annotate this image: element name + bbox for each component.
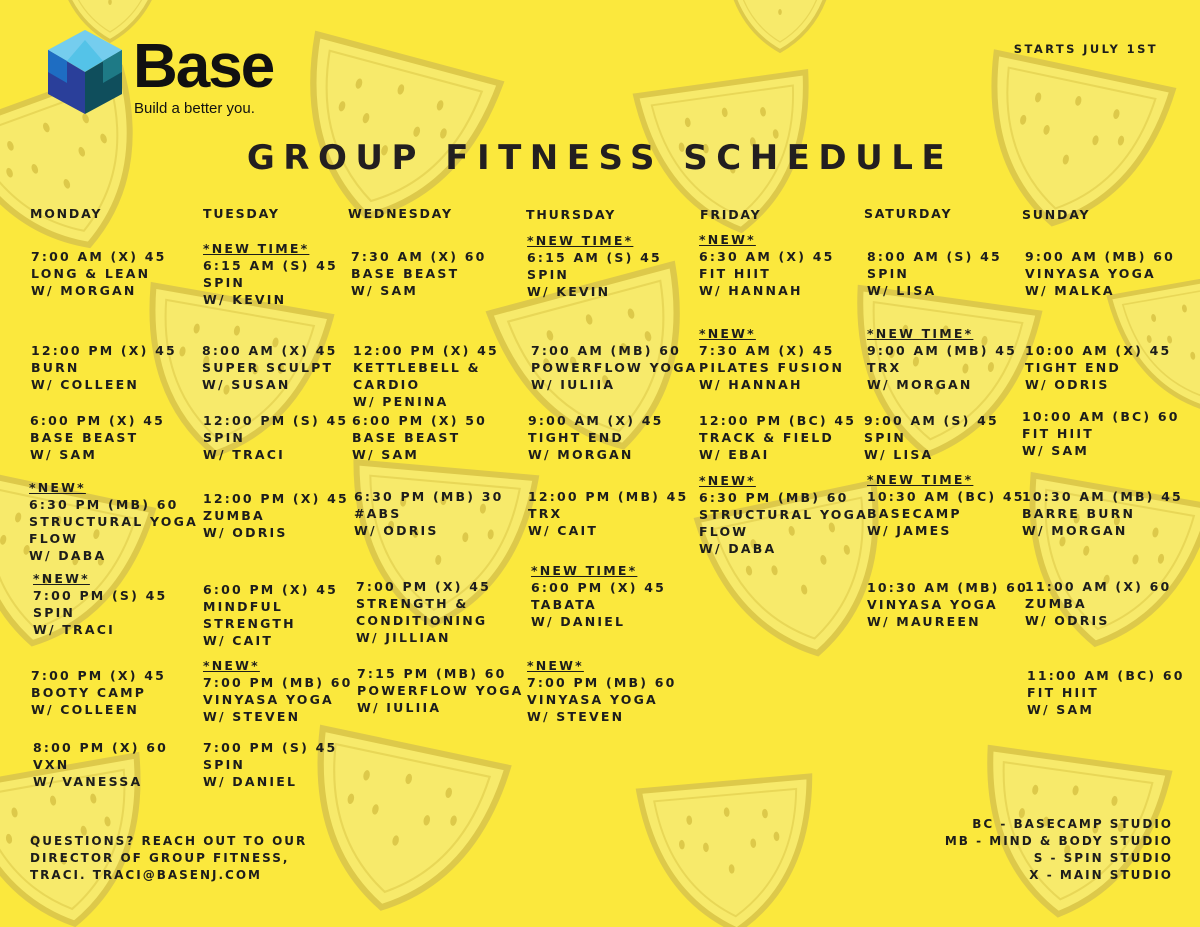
class-name: VINYASA YOGA xyxy=(203,692,334,707)
new-badge: *NEW* xyxy=(699,326,756,341)
legend-item: MB - MIND & BODY STUDIO xyxy=(944,834,1173,848)
class-entry xyxy=(357,665,524,716)
class-time: 6:00 PM (X) 45 xyxy=(203,582,339,597)
class-time: 10:30 AM (BC) 45 xyxy=(867,489,1025,504)
brand-name: Base xyxy=(133,32,274,101)
class-instructor: W/ ODRIS xyxy=(203,525,288,540)
class-entry xyxy=(202,342,338,393)
class-name: VINYASA YOGA xyxy=(867,597,998,612)
class-name: TIGHT END xyxy=(528,430,624,445)
class-entry xyxy=(531,562,666,630)
contact-info xyxy=(30,833,307,884)
class-instructor: W/ SAM xyxy=(1027,702,1095,717)
class-time: 7:00 PM (MB) 60 xyxy=(527,675,677,690)
class-entry xyxy=(203,581,338,649)
class-time: 9:00 AM (X) 45 xyxy=(528,413,664,428)
class-name: BOOTY CAMP xyxy=(31,685,147,700)
class-time: 10:30 AM (MB) 45 xyxy=(1022,489,1183,504)
class-time: 7:00 AM (MB) 60 xyxy=(531,343,682,358)
new-time-badge: *NEW TIME* xyxy=(527,233,634,248)
class-entry xyxy=(1025,578,1171,629)
class-time: 7:00 PM (S) 45 xyxy=(33,588,168,603)
day-header-thursday: THURSDAY xyxy=(526,207,617,222)
class-time: 6:30 AM (X) 45 xyxy=(699,249,835,264)
class-name: BARRE BURN xyxy=(1022,506,1136,521)
class-instructor: W/ SUSAN xyxy=(202,377,291,392)
class-time: 11:00 AM (X) 60 xyxy=(1025,579,1172,594)
class-entry xyxy=(203,412,348,463)
class-entry xyxy=(528,488,688,539)
new-badge: *NEW* xyxy=(33,571,90,586)
class-name: STRUCTURAL YOGA xyxy=(29,514,198,529)
class-name: SPIN xyxy=(864,430,907,445)
legend-item: X - MAIN STUDIO xyxy=(1029,868,1173,882)
watermelon-slice-icon xyxy=(726,0,834,51)
class-instructor: W/ SAM xyxy=(30,447,98,462)
class-name: FIT HIIT xyxy=(699,266,771,281)
class-time: 7:00 AM (X) 45 xyxy=(31,249,167,264)
day-header-wednesday: WEDNESDAY xyxy=(348,206,453,221)
class-time: 10:00 AM (BC) 60 xyxy=(1022,409,1180,424)
class-name: FIT HIIT xyxy=(1027,685,1099,700)
class-instructor: W/ EBAI xyxy=(699,447,770,462)
class-entry xyxy=(354,488,504,539)
class-instructor: W/ KEVIN xyxy=(527,284,611,299)
class-time: 6:15 AM (S) 45 xyxy=(527,250,662,265)
day-header-sunday: SUNDAY xyxy=(1022,207,1091,222)
class-instructor: W/ DABA xyxy=(29,548,107,563)
class-name: ZUMBA xyxy=(1025,596,1087,611)
class-entry xyxy=(203,490,349,541)
class-instructor: W/ JILLIAN xyxy=(356,630,451,645)
class-entry xyxy=(29,479,198,564)
class-name: STRENGTH xyxy=(203,616,296,631)
class-entry xyxy=(1027,667,1185,718)
class-name: POWERFLOW YOGA xyxy=(357,683,524,698)
new-badge: *NEW* xyxy=(203,658,260,673)
class-instructor: W/ MORGAN xyxy=(867,377,973,392)
class-time: 12:00 PM (X) 45 xyxy=(353,343,499,358)
class-entry xyxy=(31,342,177,393)
class-time: 8:00 AM (X) 45 xyxy=(202,343,338,358)
class-time: 12:00 PM (BC) 45 xyxy=(699,413,857,428)
class-entry xyxy=(699,325,844,393)
class-entry xyxy=(699,472,868,557)
class-name: STRENGTH & xyxy=(356,596,469,611)
class-time: 12:00 PM (X) 45 xyxy=(31,343,177,358)
class-instructor: W/ ODRIS xyxy=(1025,377,1110,392)
class-name: BASECAMP xyxy=(867,506,962,521)
class-name: SPIN xyxy=(203,275,246,290)
class-entry xyxy=(1022,408,1180,459)
class-entry xyxy=(699,231,835,299)
class-name: SPIN xyxy=(203,757,246,772)
legend-item: S - SPIN STUDIO xyxy=(1033,851,1173,865)
class-time: 6:15 AM (S) 45 xyxy=(203,258,338,273)
class-name: BASE BEAST xyxy=(351,266,460,281)
class-instructor: W/ SAM xyxy=(351,283,419,298)
class-time: 12:00 PM (MB) 45 xyxy=(528,489,689,504)
class-time: 7:30 AM (X) 45 xyxy=(699,343,835,358)
class-instructor: W/ HANNAH xyxy=(699,283,803,298)
class-name: POWERFLOW YOGA xyxy=(531,360,698,375)
class-name: BASE BEAST xyxy=(30,430,139,445)
class-entry xyxy=(31,248,167,299)
class-instructor: W/ ODRIS xyxy=(354,523,439,538)
class-instructor: W/ COLLEEN xyxy=(31,377,139,392)
class-name: KETTLEBELL & xyxy=(353,360,481,375)
class-time: 7:15 PM (MB) 60 xyxy=(357,666,507,681)
class-time: 12:00 PM (X) 45 xyxy=(203,491,349,506)
class-instructor: W/ LISA xyxy=(864,447,934,462)
class-entry xyxy=(864,412,999,463)
class-time: 7:00 PM (X) 45 xyxy=(31,668,167,683)
class-name: STRUCTURAL YOGA xyxy=(699,507,868,522)
class-instructor: W/ JAMES xyxy=(867,523,952,538)
class-entry xyxy=(527,232,662,300)
class-name: SPIN xyxy=(203,430,246,445)
class-name: TRX xyxy=(528,506,563,521)
class-instructor: W/ CAIT xyxy=(528,523,599,538)
brand-tagline: Build a better you. xyxy=(134,100,255,117)
class-name: VINYASA YOGA xyxy=(1025,266,1156,281)
new-badge: *NEW* xyxy=(527,658,584,673)
class-name: SPIN xyxy=(527,267,570,282)
class-name: FLOW xyxy=(699,524,749,539)
class-instructor: W/ TRACI xyxy=(33,622,115,637)
class-entry xyxy=(353,342,499,410)
class-instructor: W/ MORGAN xyxy=(528,447,634,462)
class-instructor: W/ VANESSA xyxy=(33,774,143,789)
class-entry xyxy=(30,412,165,463)
class-time: 6:00 PM (X) 45 xyxy=(30,413,166,428)
class-name: CONDITIONING xyxy=(356,613,488,628)
class-time: 6:30 PM (MB) 60 xyxy=(29,497,179,512)
new-time-badge: *NEW TIME* xyxy=(867,472,974,487)
new-time-badge: *NEW TIME* xyxy=(531,563,638,578)
class-entry xyxy=(867,248,1002,299)
class-entry xyxy=(203,657,353,725)
class-instructor: W/ MORGAN xyxy=(1022,523,1128,538)
class-time: 6:30 PM (MB) 60 xyxy=(699,490,849,505)
class-instructor: W/ ODRIS xyxy=(1025,613,1110,628)
class-instructor: W/ DABA xyxy=(699,541,777,556)
class-name: SPIN xyxy=(867,266,910,281)
class-instructor: W/ STEVEN xyxy=(527,709,625,724)
class-entry xyxy=(356,578,491,646)
class-entry xyxy=(33,570,167,638)
start-date-label: STARTS JULY 1ST xyxy=(1013,42,1158,56)
class-time: 7:00 PM (MB) 60 xyxy=(203,675,353,690)
studio-legend xyxy=(945,816,1173,884)
new-badge: *NEW* xyxy=(29,480,86,495)
class-entry xyxy=(867,471,1025,539)
class-entry xyxy=(699,412,856,463)
class-name: SPIN xyxy=(33,605,76,620)
class-instructor: W/ DANIEL xyxy=(203,774,298,789)
class-entry xyxy=(31,667,166,718)
class-instructor: W/ KEVIN xyxy=(203,292,287,307)
class-instructor: W/ MALKA xyxy=(1025,283,1115,298)
hexagon-cube-icon xyxy=(45,28,125,116)
class-time: 10:00 AM (X) 45 xyxy=(1025,343,1172,358)
class-time: 6:30 PM (MB) 30 xyxy=(354,489,504,504)
class-entry xyxy=(528,412,664,463)
class-name: TABATA xyxy=(531,597,597,612)
page-title: GROUP FITNESS SCHEDULE xyxy=(246,138,954,178)
class-name: #ABS xyxy=(354,506,402,521)
class-instructor: W/ CAIT xyxy=(203,633,274,648)
class-name: FIT HIIT xyxy=(1022,426,1094,441)
day-header-saturday: SATURDAY xyxy=(864,206,953,221)
class-name: FLOW xyxy=(29,531,79,546)
day-header-tuesday: TUESDAY xyxy=(203,206,280,221)
class-name: PILATES FUSION xyxy=(699,360,845,375)
class-time: 12:00 PM (S) 45 xyxy=(203,413,349,428)
class-time: 10:30 AM (MB) 60 xyxy=(867,580,1028,595)
class-time: 9:00 AM (S) 45 xyxy=(864,413,999,428)
class-name: VINYASA YOGA xyxy=(527,692,658,707)
class-name: MINDFUL xyxy=(203,599,283,614)
class-time: 6:00 PM (X) 45 xyxy=(531,580,667,595)
class-time: 8:00 PM (X) 60 xyxy=(33,740,169,755)
class-time: 9:00 AM (MB) 60 xyxy=(1025,249,1176,264)
class-instructor: W/ HANNAH xyxy=(699,377,803,392)
class-instructor: W/ MORGAN xyxy=(31,283,137,298)
class-entry xyxy=(1025,342,1171,393)
watermelon-slice-icon xyxy=(639,776,822,927)
class-entry xyxy=(203,240,338,308)
class-instructor: W/ COLLEEN xyxy=(31,702,139,717)
class-time: 6:00 PM (X) 50 xyxy=(352,413,488,428)
class-instructor: W/ PENINA xyxy=(353,394,449,409)
class-instructor: W/ IULIIA xyxy=(357,700,442,715)
class-name: SUPER SCULPT xyxy=(202,360,334,375)
class-entry xyxy=(351,248,487,299)
class-instructor: W/ LISA xyxy=(867,283,937,298)
class-entry xyxy=(531,342,698,393)
class-name: TRX xyxy=(867,360,902,375)
class-entry xyxy=(867,579,1028,630)
day-header-monday: MONDAY xyxy=(30,206,103,221)
class-name: CARDIO xyxy=(353,377,421,392)
class-instructor: W/ SAM xyxy=(352,447,420,462)
class-time: 7:00 PM (S) 45 xyxy=(203,740,338,755)
class-entry xyxy=(33,739,168,790)
class-entry xyxy=(352,412,487,463)
contact-line: QUESTIONS? REACH OUT TO OUR xyxy=(30,834,308,848)
class-time: 7:00 PM (X) 45 xyxy=(356,579,492,594)
class-time: 11:00 AM (BC) 60 xyxy=(1027,668,1185,683)
class-entry xyxy=(203,739,337,790)
class-instructor: W/ DANIEL xyxy=(531,614,626,629)
day-header-friday: FRIDAY xyxy=(700,207,762,222)
class-name: LONG & LEAN xyxy=(31,266,151,281)
class-entry xyxy=(867,325,1017,393)
class-entry xyxy=(1025,248,1175,299)
class-entry xyxy=(1022,488,1183,539)
class-name: TIGHT END xyxy=(1025,360,1121,375)
new-time-badge: *NEW TIME* xyxy=(203,241,310,256)
new-time-badge: *NEW TIME* xyxy=(867,326,974,341)
class-name: ZUMBA xyxy=(203,508,265,523)
class-instructor: W/ MAUREEN xyxy=(867,614,981,629)
contact-line: DIRECTOR OF GROUP FITNESS, xyxy=(30,851,290,865)
class-name: VXN xyxy=(33,757,70,772)
class-entry xyxy=(527,657,677,725)
class-instructor: W/ IULIIA xyxy=(531,377,616,392)
base-logo xyxy=(45,28,274,120)
new-badge: *NEW* xyxy=(699,232,756,247)
class-name: TRACK & FIELD xyxy=(699,430,834,445)
new-badge: *NEW* xyxy=(699,473,756,488)
class-name: BASE BEAST xyxy=(352,430,461,445)
class-time: 7:30 AM (X) 60 xyxy=(351,249,487,264)
legend-item: BC - BASECAMP STUDIO xyxy=(972,817,1173,831)
class-instructor: W/ SAM xyxy=(1022,443,1090,458)
class-instructor: W/ STEVEN xyxy=(203,709,301,724)
class-name: BURN xyxy=(31,360,80,375)
contact-line: TRACI. TRACI@BASENJ.COM xyxy=(30,868,262,882)
class-instructor: W/ TRACI xyxy=(203,447,285,462)
class-time: 9:00 AM (MB) 45 xyxy=(867,343,1018,358)
class-time: 8:00 AM (S) 45 xyxy=(867,249,1002,264)
